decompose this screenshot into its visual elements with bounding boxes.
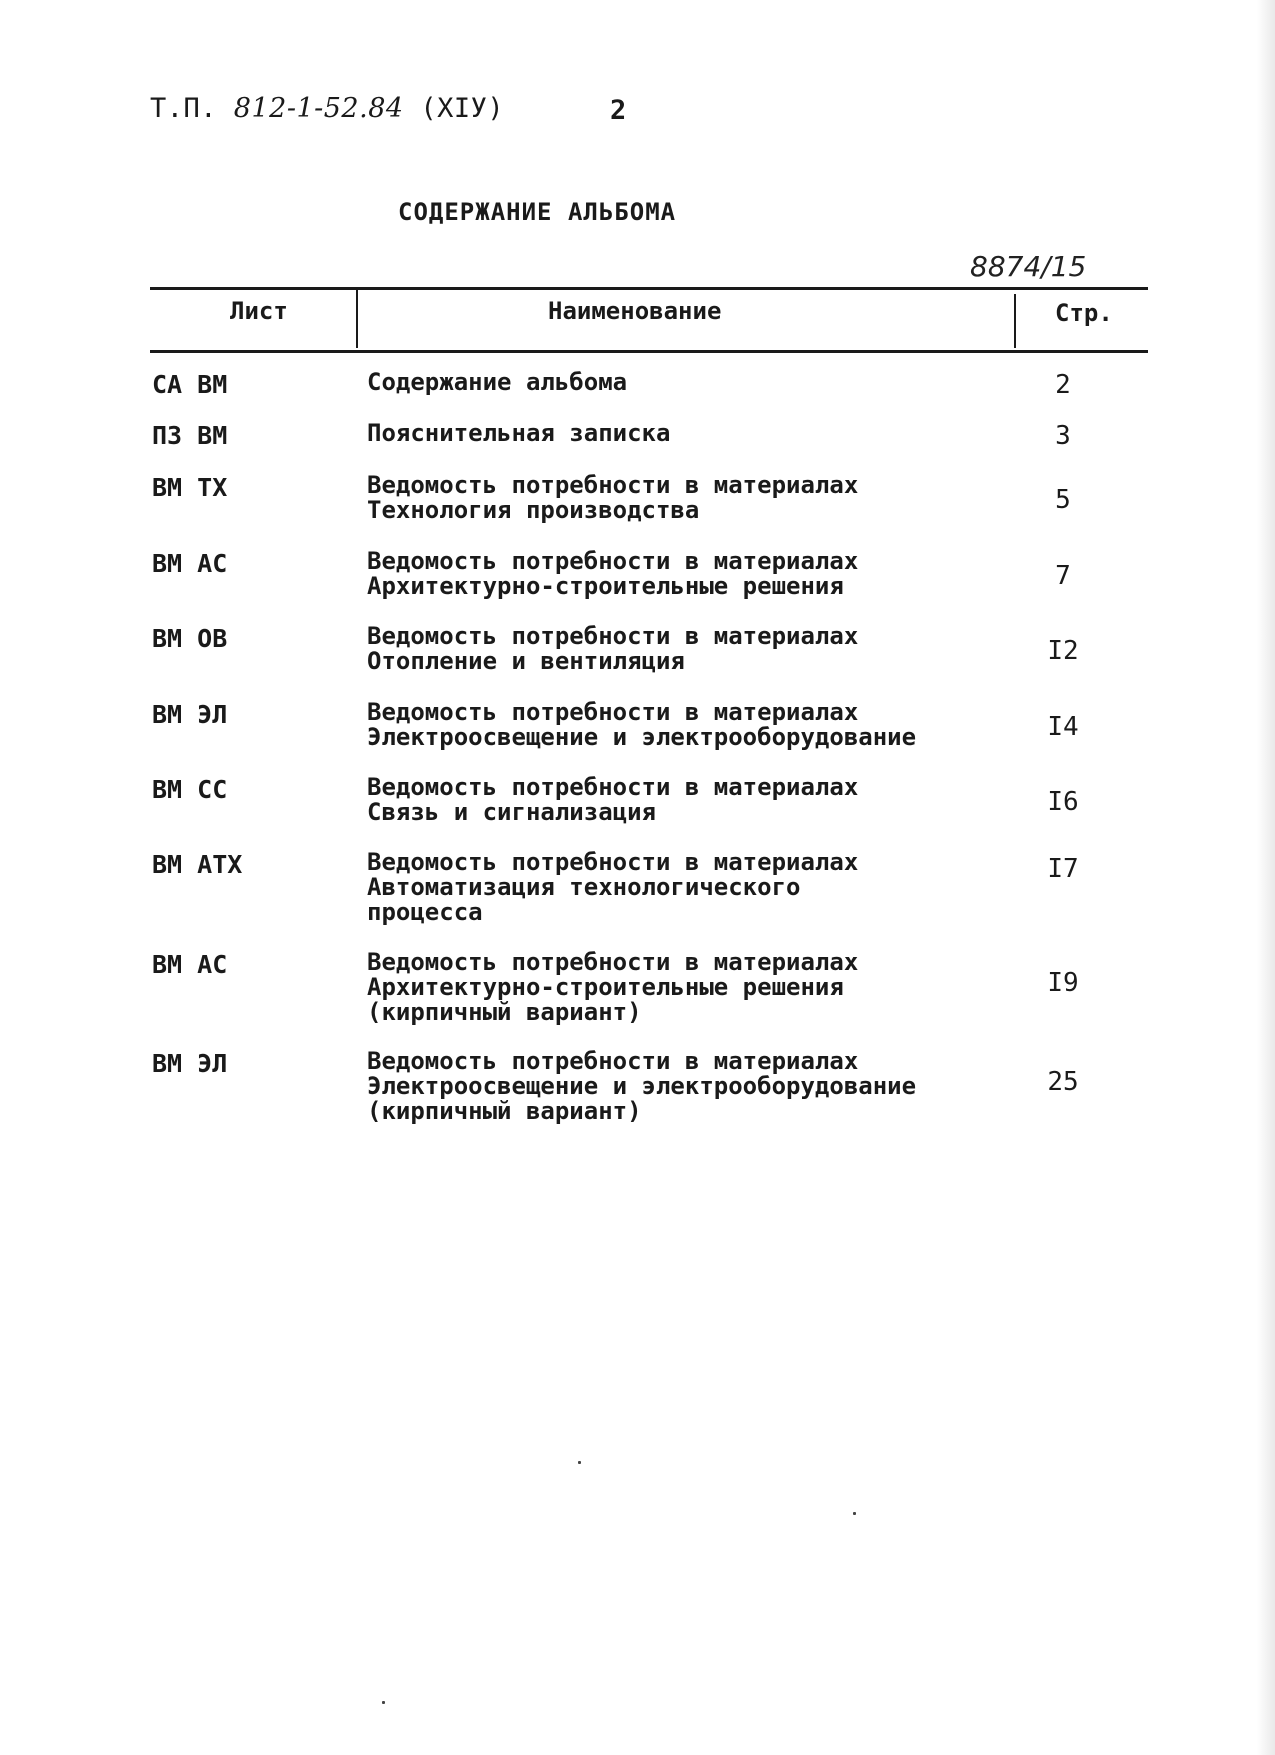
document-code <box>150 93 504 124</box>
sheet-name-line: Архитектурно-строительные решения <box>367 572 844 600</box>
sheet-name-line: Ведомость потребности в материалах <box>367 773 859 801</box>
sheet-code: ВМ АТХ <box>152 850 243 879</box>
page-number: 2 <box>610 95 627 126</box>
page-ref: 7 <box>1055 561 1071 591</box>
page-ref: 25 <box>1047 1067 1079 1097</box>
sheet-name-line: (кирпичный вариант) <box>367 1097 642 1125</box>
sheet-name-line: Ведомость потребности в материалах <box>367 1047 859 1075</box>
sheet-name <box>367 1049 916 1124</box>
sheet-name <box>367 473 858 523</box>
sheet-code: ВМ АС <box>152 549 228 578</box>
page-title: СОДЕРЖАНИЕ АЛЬБОМА <box>398 198 677 226</box>
page-ref: I7 <box>1047 854 1079 884</box>
page-ref: I9 <box>1047 968 1079 998</box>
scan-edge-shadow <box>1257 0 1275 1755</box>
sheet-name <box>367 850 858 925</box>
sheet-code: ВМ АС <box>152 950 228 979</box>
page-ref: I6 <box>1047 787 1079 817</box>
scan-speck <box>578 1461 581 1464</box>
sheet-name-line: Связь и сигнализация <box>367 798 656 826</box>
sheet-name <box>367 700 916 750</box>
scan-speck <box>853 1512 856 1515</box>
page-ref: 3 <box>1055 421 1071 451</box>
sheet-code: ВМ ОВ <box>152 624 228 653</box>
sheet-name-line: Ведомость потребности в материалах <box>367 547 859 575</box>
sheet-code: ВМ ЭЛ <box>152 700 228 729</box>
table-top-rule <box>150 287 1148 290</box>
sheet-name-line: Ведомость потребности в материалах <box>367 848 859 876</box>
inventory-number: 8874/15 <box>970 250 1087 283</box>
sheet-name-line: Ведомость потребности в материалах <box>367 471 859 499</box>
sheet-name-line: Отопление и вентиляция <box>367 647 685 675</box>
sheet-name-line: Ведомость потребности в материалах <box>367 622 859 650</box>
sheet-code: СА ВМ <box>152 370 228 399</box>
scan-speck <box>382 1701 385 1704</box>
sheet-name-line: Автоматизация технологического <box>367 873 801 901</box>
sheet-name-line: процесса <box>367 898 483 926</box>
sheet-name-line: Электроосвещение и электрооборудование <box>367 723 917 751</box>
column-header-name: Наименование <box>548 297 722 325</box>
sheet-name-line: Архитектурно-строительные решения <box>367 973 844 1001</box>
page-ref: 5 <box>1055 485 1071 515</box>
sheet-code: ВМ СС <box>152 775 228 804</box>
column-header-page: Стр. <box>1055 299 1113 327</box>
sheet-name <box>367 775 858 825</box>
doc-code-suffix: (XIУ) <box>420 93 505 124</box>
sheet-name <box>367 950 858 1025</box>
doc-code-prefix: Т.П. <box>150 93 218 124</box>
page-ref: I4 <box>1047 712 1079 742</box>
sheet-name <box>367 624 858 674</box>
sheet-name-line: Ведомость потребности в материалах <box>367 698 859 726</box>
header-separator-right <box>1014 294 1016 348</box>
sheet-name <box>367 549 858 599</box>
sheet-name-line: Пояснительная записка <box>367 419 671 447</box>
sheet-name-line: (кирпичный вариант) <box>367 998 642 1026</box>
sheet-name-line: Ведомость потребности в материалах <box>367 948 859 976</box>
doc-code-number: 812-1-52.84 <box>233 93 404 124</box>
sheet-name-line: Технология производства <box>367 496 700 524</box>
sheet-code: ВМ ТХ <box>152 473 228 502</box>
sheet-code: ВМ ЭЛ <box>152 1049 228 1078</box>
sheet-name <box>367 370 627 395</box>
column-header-sheet: Лист <box>230 297 288 325</box>
sheet-code: ПЗ ВМ <box>152 421 228 450</box>
page-ref: I2 <box>1047 636 1079 666</box>
header-separator-left <box>356 288 358 348</box>
sheet-name-line: Содержание альбома <box>367 368 628 396</box>
sheet-name <box>367 421 670 446</box>
table-header-bottom-rule <box>150 350 1148 353</box>
page-ref: 2 <box>1055 370 1071 400</box>
sheet-name-line: Электроосвещение и электрооборудование <box>367 1072 917 1100</box>
